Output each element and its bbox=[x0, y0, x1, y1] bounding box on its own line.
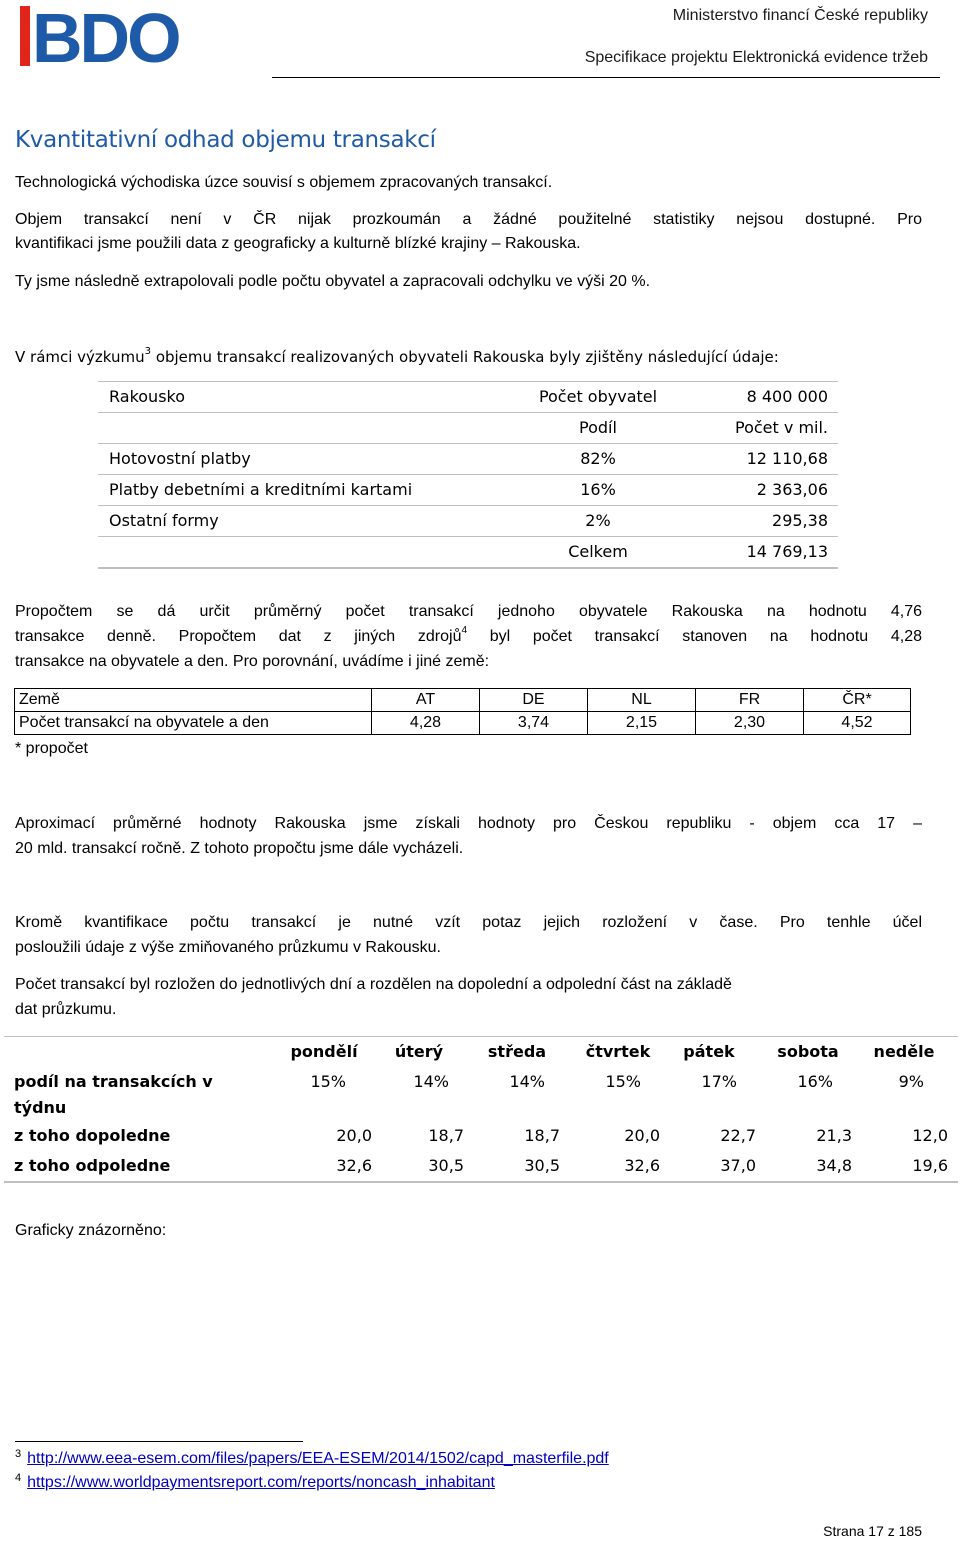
table-cell: 22,7 bbox=[720, 1126, 756, 1145]
table-cell: 32,6 bbox=[624, 1156, 660, 1175]
svg-text:BDO: BDO bbox=[32, 2, 179, 70]
table-header-cell: sobota bbox=[777, 1042, 839, 1061]
table-cell: NL bbox=[588, 689, 696, 712]
table-cell: 12 110,68 bbox=[746, 449, 828, 468]
table-cell: Počet v mil. bbox=[735, 418, 828, 437]
paragraph-5-line-3: transakce na obyvatele a den. Pro porovnání, uvádíme i jiné země: bbox=[15, 653, 490, 670]
table-cell: 2,30 bbox=[696, 712, 804, 735]
table-cell: 2,15 bbox=[588, 712, 696, 735]
table-row-label: z toho dopoledne bbox=[14, 1126, 171, 1145]
table-row bbox=[4, 1067, 958, 1121]
paragraph-3: Ty jsme následně extrapolovali podle počtu obyvatel a zapracovali odchylku ve výši 20 %. bbox=[15, 273, 651, 290]
table-cell: 82% bbox=[580, 449, 616, 468]
table-cell: 18,7 bbox=[428, 1126, 464, 1145]
paragraph-4-text: V rámci výzkumu bbox=[15, 348, 145, 366]
table-cell: Ostatní formy bbox=[109, 511, 219, 530]
table-cell: 4,52 bbox=[804, 712, 911, 735]
header-project-title: Specifikace projektu Elektronická evidence tržeb bbox=[584, 49, 928, 66]
footnote-divider bbox=[15, 1441, 303, 1442]
table-cell: 3,74 bbox=[480, 712, 588, 735]
table-cell: Země bbox=[15, 689, 372, 712]
table-cell: 15% bbox=[605, 1072, 641, 1091]
table-cell: 34,8 bbox=[816, 1156, 852, 1175]
table-cell: 8 400 000 bbox=[746, 387, 828, 406]
table-header-cell: středa bbox=[487, 1042, 547, 1061]
table-cell: 19,6 bbox=[912, 1156, 948, 1175]
table-cell: Celkem bbox=[568, 542, 628, 561]
paragraph-6-line-2: 20 mld. transakcí ročně. Z tohoto propočtu jsme dále vycházeli. bbox=[15, 840, 464, 857]
graph-intro: Graficky znázorněno: bbox=[15, 1222, 167, 1239]
table-cell: 30,5 bbox=[524, 1156, 560, 1175]
table-cell: 9% bbox=[898, 1072, 924, 1091]
paragraph-7-line-1: Kromě kvantifikace počtu transakcí je nutné vzít potaz jejich rozložení v čase. Pro tenhle účel bbox=[15, 914, 922, 931]
table-cell: 12,0 bbox=[912, 1126, 948, 1145]
footnote-3 bbox=[15, 1450, 609, 1468]
austria-payments-table bbox=[98, 381, 838, 569]
weekday-distribution-table bbox=[4, 1036, 958, 1183]
paragraph-2-line-2: kvantifikaci jsme použili data z geograficky a kulturně blízké krajiny – Rakouska. bbox=[15, 235, 581, 252]
table-cell: AT bbox=[372, 689, 480, 712]
table-cell: ČR* bbox=[804, 689, 911, 712]
paragraph-4-text-end: objemu transakcí realizovaných obyvateli Rakouska byly zjištěny následující údaje: bbox=[151, 348, 779, 366]
table-cell: 20,0 bbox=[336, 1126, 372, 1145]
table-row bbox=[4, 1151, 958, 1181]
paragraph-5-line-1: Propočtem se dá určit průměrný počet transakcí jednoho obyvatele Rakouska na hodnotu 4,76 bbox=[15, 603, 922, 620]
paragraph-2-line-1: Objem transakcí není v ČR nijak prozkoumán a žádné použitelné statistiky nejsou dostupné. Pro bbox=[15, 211, 922, 228]
table-cell: 17% bbox=[701, 1072, 737, 1091]
table-cell: 21,3 bbox=[816, 1126, 852, 1145]
paragraph-4 bbox=[15, 345, 922, 369]
paragraph-5-line-2 bbox=[15, 625, 922, 649]
table-row bbox=[98, 537, 838, 569]
table-header-cell: pátek bbox=[683, 1042, 735, 1061]
paragraph-8-line-1: Počet transakcí byl rozložen do jednotlivých dní a rozdělen na dopolední a odpolední část na základě bbox=[15, 976, 732, 993]
table-cell: 2 363,06 bbox=[756, 480, 828, 499]
table-cell: Hotovostní platby bbox=[109, 449, 251, 468]
table-cell: 16% bbox=[797, 1072, 833, 1091]
table-row bbox=[15, 712, 911, 735]
table-cell: 18,7 bbox=[524, 1126, 560, 1145]
table-header-cell: úterý bbox=[394, 1042, 444, 1061]
footnote-link[interactable]: https://www.worldpaymentsreport.com/reports/noncash_inhabitant bbox=[27, 1474, 495, 1491]
table-cell: 14% bbox=[413, 1072, 449, 1091]
table-row bbox=[98, 381, 838, 413]
table-row bbox=[98, 413, 838, 444]
table-cell: 15% bbox=[310, 1072, 346, 1091]
table-row-label: z toho odpoledne bbox=[14, 1156, 171, 1175]
footnote-4 bbox=[15, 1474, 495, 1492]
table-header-cell: neděle bbox=[873, 1042, 935, 1061]
table-header-row bbox=[15, 689, 911, 712]
table-row-label: podíl na transakcích v bbox=[14, 1072, 213, 1091]
table-cell: Podíl bbox=[579, 418, 617, 437]
table-cell: 295,38 bbox=[772, 511, 828, 530]
section-title: Kvantitativní odhad objemu transakcí bbox=[15, 127, 436, 153]
estimate-footnote: * propočet bbox=[15, 740, 88, 757]
table-cell: DE bbox=[480, 689, 588, 712]
footnote-number: 3 bbox=[15, 1448, 22, 1460]
table-cell: 30,5 bbox=[428, 1156, 464, 1175]
table-cell: FR bbox=[696, 689, 804, 712]
table-row-label: týdnu bbox=[14, 1098, 67, 1117]
page-number: Strana 17 z 185 bbox=[823, 1523, 922, 1539]
bdo-logo bbox=[14, 2, 194, 70]
table-header-cell: pondělí bbox=[290, 1042, 358, 1061]
table-row bbox=[4, 1121, 958, 1151]
paragraph-7-line-2: posloužili údaje z výše zmiňovaného průzkumu v Rakousku. bbox=[15, 939, 441, 956]
paragraph-1: Technologická východiska úzce souvisí s objemem zpracovaných transakcí. bbox=[15, 174, 553, 191]
footnote-ref-4[interactable]: 4 bbox=[461, 625, 468, 636]
table-cell: 14 769,13 bbox=[746, 542, 828, 561]
table-cell: 2% bbox=[585, 511, 611, 530]
footnote-link[interactable]: http://www.eea-esem.com/files/papers/EEA-ESEM/2014/1502/capd_masterfile.pdf bbox=[27, 1450, 609, 1467]
table-cell: 37,0 bbox=[720, 1156, 756, 1175]
table-cell: Počet transakcí na obyvatele a den bbox=[15, 712, 372, 735]
country-comparison-table bbox=[14, 688, 911, 735]
paragraph-5-text: transakce denně. Propočtem dat z jiných zdrojů bbox=[15, 628, 462, 645]
table-header-cell: čtvrtek bbox=[585, 1042, 651, 1061]
table-row bbox=[98, 506, 838, 537]
table-cell: Rakousko bbox=[109, 387, 186, 406]
table-cell: Počet obyvatel bbox=[538, 387, 658, 406]
table-cell: 14% bbox=[509, 1072, 545, 1091]
table-row bbox=[98, 444, 838, 475]
table-cell: 32,6 bbox=[336, 1156, 372, 1175]
table-header-row bbox=[4, 1037, 958, 1067]
table-row bbox=[98, 475, 838, 506]
table-cell: 20,0 bbox=[624, 1126, 660, 1145]
table-cell: Platby debetními a kreditními kartami bbox=[109, 480, 413, 499]
footnote-number: 4 bbox=[15, 1472, 22, 1484]
table-cell: 4,28 bbox=[372, 712, 480, 735]
table-cell: 16% bbox=[580, 480, 616, 499]
paragraph-8-line-2: dat průzkumu. bbox=[15, 1001, 117, 1018]
paragraph-5-text-end: byl počet transakcí stanoven na hodnotu 4,28 bbox=[467, 628, 922, 645]
header-divider bbox=[272, 77, 940, 78]
header-organization: Ministerstvo financí České republiky bbox=[672, 7, 928, 24]
paragraph-6-line-1: Aproximací průměrné hodnoty Rakouska jsme získali hodnoty pro Českou republiku - objem cca 17 – bbox=[15, 815, 922, 832]
footnote-ref-3[interactable]: 3 bbox=[144, 346, 152, 357]
